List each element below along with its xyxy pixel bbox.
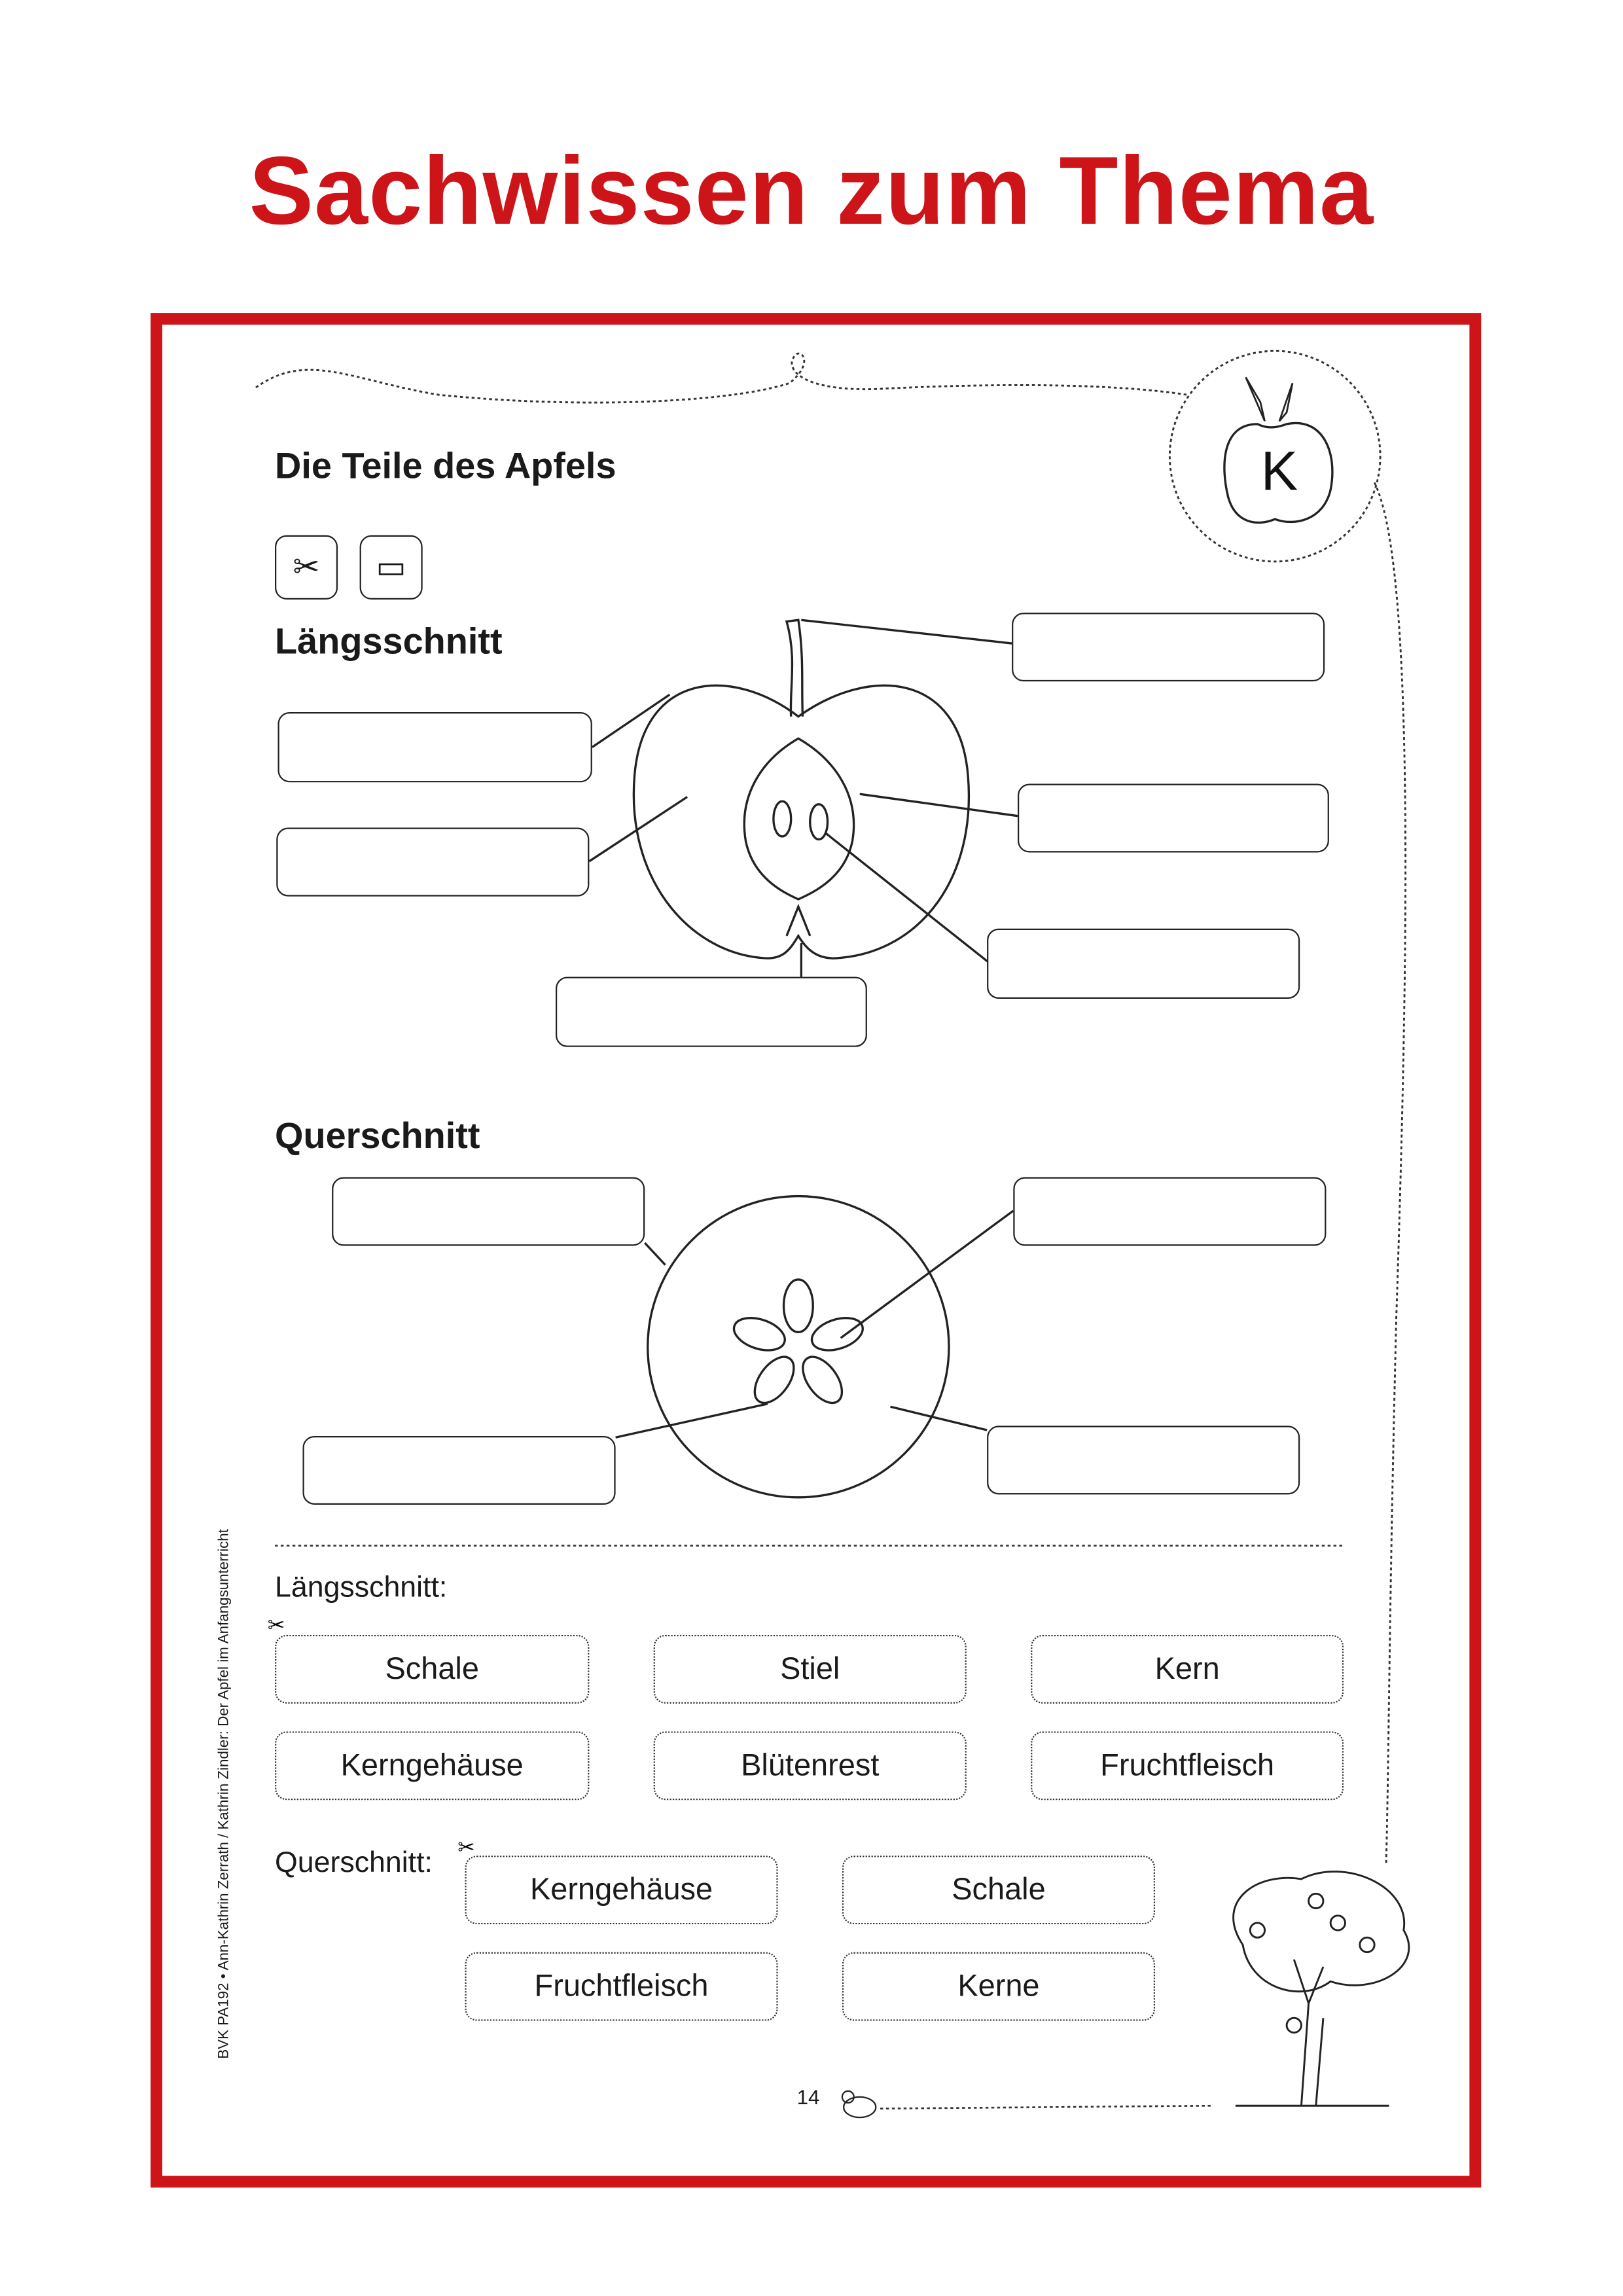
answer-box[interactable]: [1018, 784, 1329, 853]
answer-box[interactable]: [277, 712, 592, 782]
word-card[interactable]: Schale: [842, 1856, 1155, 1924]
word-card[interactable]: Fruchtfleisch: [1031, 1731, 1344, 1800]
scissors-icon: ✂: [267, 1613, 285, 1637]
scissors-icon: ✂: [457, 1835, 475, 1859]
word-card[interactable]: Fruchtfleisch: [465, 1952, 777, 2021]
apple-longitudinal-section-drawing: [589, 620, 1018, 977]
credit-line: BVK PA192 • Ann-Kathrin Zerrath / Kathrin Zindler: Der Apfel im Anfangsunterricht: [216, 1529, 233, 2059]
worksheet-title: Die Teile des Apfels: [275, 446, 616, 487]
svg-text:K: K: [1260, 439, 1298, 502]
answer-box[interactable]: [987, 929, 1300, 999]
page-title: Sachwissen zum Thema: [249, 135, 1374, 245]
answer-box[interactable]: [987, 1426, 1300, 1494]
answer-box[interactable]: [332, 1177, 645, 1246]
answer-box[interactable]: [1013, 1177, 1326, 1246]
word-card[interactable]: Blütenrest: [654, 1731, 967, 1800]
page-number: 14: [796, 2085, 820, 2109]
word-card[interactable]: Stiel: [654, 1635, 967, 1704]
word-card[interactable]: Kern: [1031, 1635, 1344, 1704]
word-card[interactable]: Kerne: [842, 1952, 1155, 2021]
cutout-label-cross: Querschnitt:: [275, 1846, 433, 1879]
glue-stick-icon: ▭: [360, 535, 423, 600]
cutout-label-longitudinal: Längsschnitt:: [275, 1571, 448, 1604]
answer-box[interactable]: [556, 977, 867, 1047]
bee-icon: [842, 2091, 876, 2117]
answer-box[interactable]: [302, 1436, 615, 1505]
section-heading-longitudinal: Längsschnitt: [275, 621, 503, 663]
decorative-dotted-line: [256, 353, 1187, 403]
section-heading-cross: Querschnitt: [275, 1115, 480, 1157]
word-card[interactable]: Kerngehäuse: [275, 1731, 589, 1800]
apple-cross-section-drawing: [616, 1196, 1014, 1498]
apple-tree-icon: [1234, 1872, 1409, 2106]
answer-box[interactable]: [1012, 613, 1325, 681]
answer-box[interactable]: [276, 828, 589, 897]
word-card[interactable]: Schale: [275, 1635, 589, 1704]
apple-k-badge-icon: [1169, 351, 1380, 562]
scissors-icon: ✂: [275, 535, 338, 600]
word-card[interactable]: Kerngehäuse: [465, 1856, 777, 1924]
